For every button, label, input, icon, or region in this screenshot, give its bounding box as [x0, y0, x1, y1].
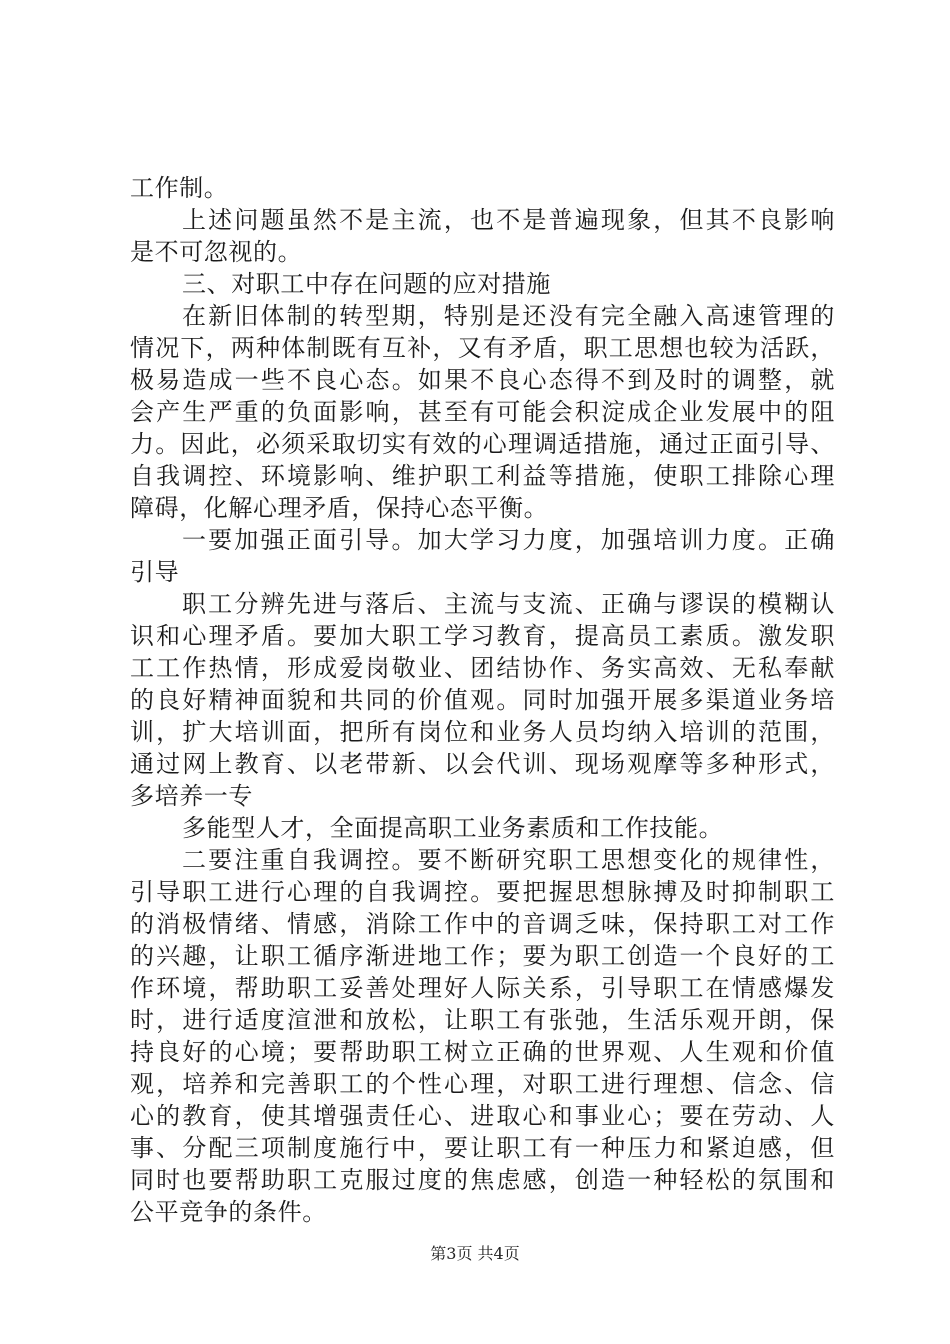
- text-line: 情况下，两种体制既有互补，又有矛盾，职工思想也较为活跃，: [130, 334, 835, 362]
- text-line: 在新旧体制的转型期，特别是还没有完全融入高速管理的: [182, 302, 835, 330]
- text-line: 力。因此，必须采取切实有效的心理调适措施，通过正面引导、: [130, 430, 835, 458]
- text-line: 同时也要帮助职工克服过度的焦虑感，创造一种轻松的氛围和: [130, 1166, 835, 1194]
- text-line: 引导: [130, 558, 180, 586]
- text-line: 工工作热情，形成爱岗敬业、团结协作、务实高效、无私奉献: [130, 654, 835, 682]
- text-line: 自我调控、环境影响、维护职工利益等措施，使职工排除心理: [130, 462, 835, 490]
- document-body: [130, 172, 835, 1228]
- text-line: 职工分辨先进与落后、主流与支流、正确与谬误的模糊认: [182, 590, 835, 618]
- text-line: 极易造成一些不良心态。如果不良心态得不到及时的调整，就: [130, 366, 835, 394]
- page-footer: 第3页 共4页: [430, 1244, 520, 1263]
- text-line: 会产生严重的负面影响，甚至有可能会积淀成企业发展中的阻: [130, 398, 835, 426]
- text-line: 事、分配三项制度施行中，要让职工有一种压力和紧迫感，但: [130, 1134, 835, 1162]
- text-line: 持良好的心境；要帮助职工树立正确的世界观、人生观和价值: [130, 1038, 835, 1066]
- text-line: 上述问题虽然不是主流，也不是普遍现象，但其不良影响: [182, 206, 835, 234]
- text-line: 观，培养和完善职工的个性心理，对职工进行理想、信念、信: [130, 1070, 835, 1098]
- text-line: 通过网上教育、以老带新、以会代训、现场观摩等多种形式，: [130, 750, 835, 778]
- text-line: 识和心理矛盾。要加大职工学习教育，提高员工素质。激发职: [130, 622, 835, 650]
- text-line: 一要加强正面引导。加大学习力度，加强培训力度。正确: [182, 526, 835, 554]
- text-line: 的兴趣，让职工循序渐进地工作；要为职工创造一个良好的工: [130, 942, 835, 970]
- text-line: 作环境，帮助职工妥善处理好人际关系，引导职工在情感爆发: [130, 974, 835, 1002]
- text-line: 障碍，化解心理矛盾，保持心态平衡。: [130, 494, 549, 522]
- text-line: 多培养一专: [130, 782, 253, 810]
- text-line: 工作制。: [130, 174, 229, 202]
- text-line: 的良好精神面貌和共同的价值观。同时加强开展多渠道业务培: [130, 686, 835, 714]
- text-line: 三、对职工中存在问题的应对措施: [182, 270, 551, 298]
- text-line: 心的教育，使其增强责任心、进取心和事业心；要在劳动、人: [130, 1102, 835, 1130]
- text-line: 的消极情绪、情感，消除工作中的音调乏味，保持职工对工作: [130, 910, 835, 938]
- text-line: 公平竞争的条件。: [130, 1198, 327, 1226]
- text-line: 时，进行适度渲泄和放松，让职工有张弛，生活乐观开朗，保: [130, 1006, 835, 1034]
- text-line: 训，扩大培训面，把所有岗位和业务人员均纳入培训的范围，: [130, 718, 835, 746]
- text-line: 二要注重自我调控。要不断研究职工思想变化的规律性，: [182, 846, 835, 874]
- text-line: 多能型人才，全面提高职工业务素质和工作技能。: [182, 814, 724, 842]
- text-line: 是不可忽视的。: [130, 238, 303, 266]
- text-line: 引导职工进行心理的自我调控。要把握思想脉搏及时抑制职工: [130, 878, 835, 906]
